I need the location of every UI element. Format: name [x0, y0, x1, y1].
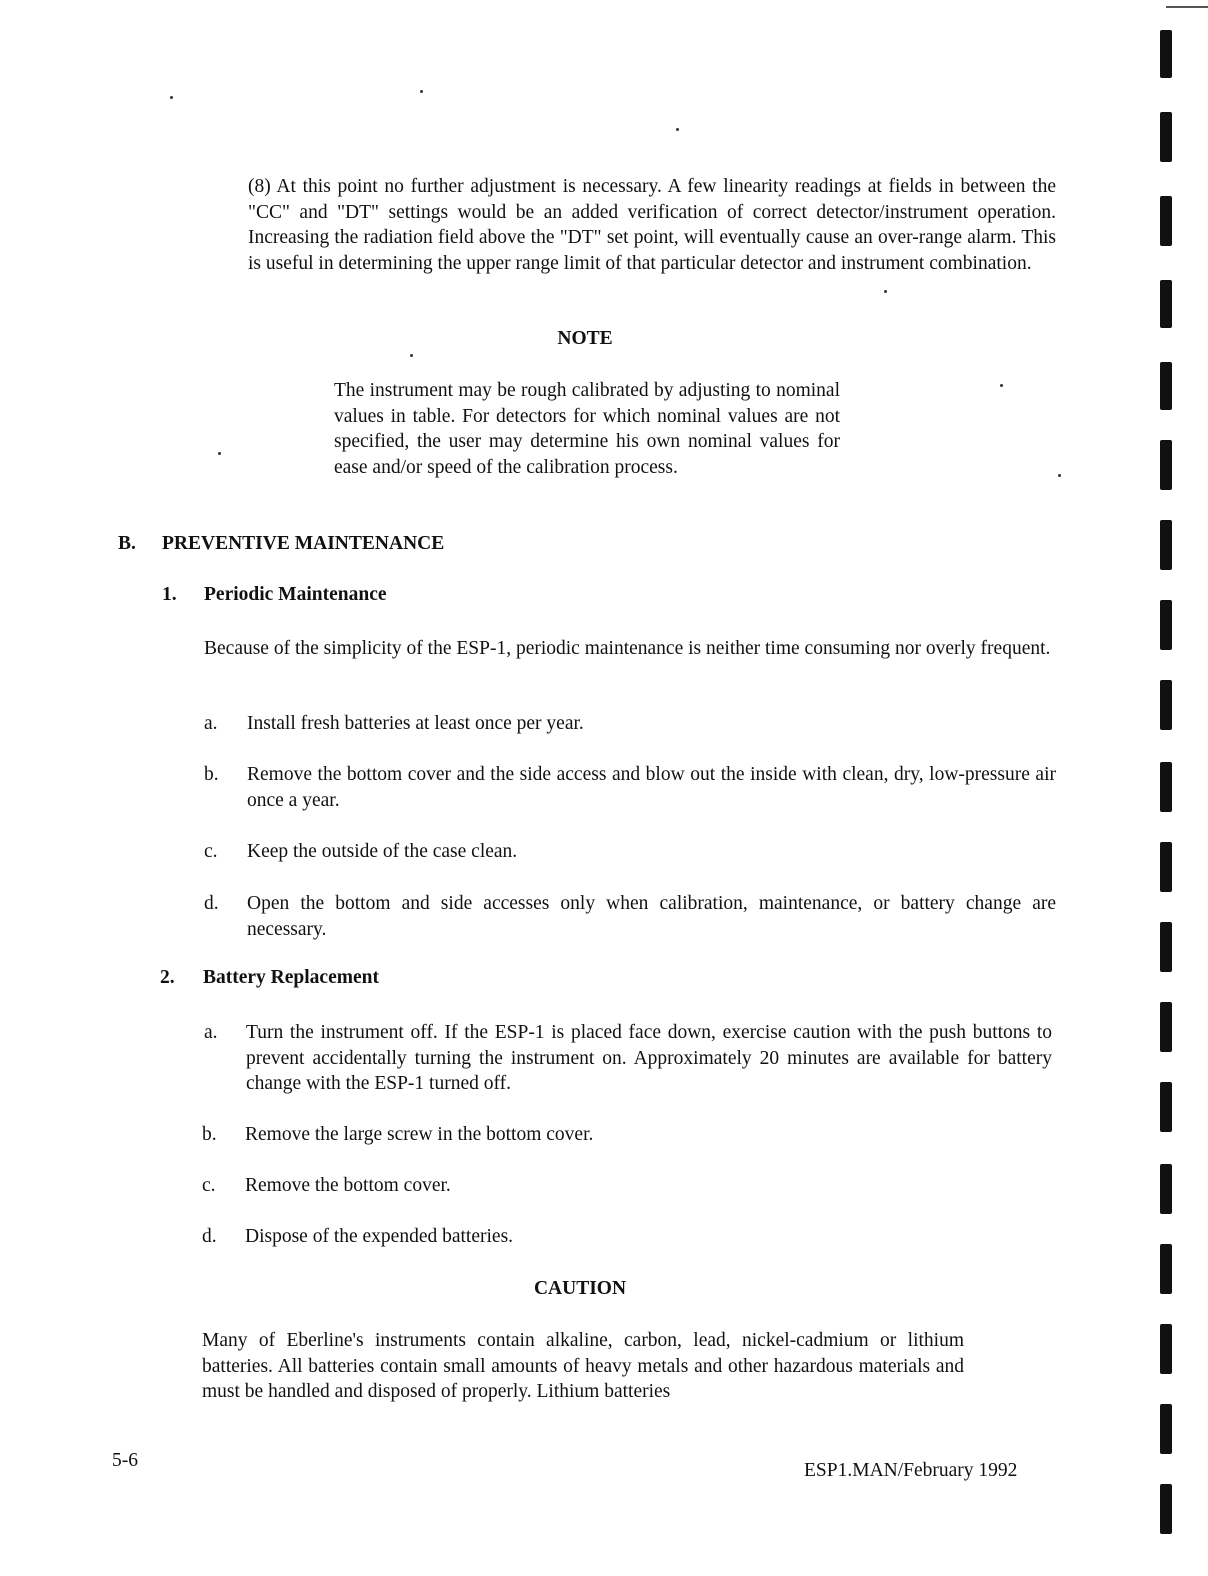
battery-replacement-title: Battery Replacement — [203, 967, 379, 988]
periodic-maintenance-number: 1. — [162, 584, 177, 605]
list-item-letter: d. — [202, 1226, 217, 1247]
caution-heading: CAUTION — [533, 1278, 627, 1299]
binder-mark — [1160, 1404, 1172, 1454]
list-item-letter: c. — [204, 841, 218, 862]
page-number: 5-6 — [112, 1450, 138, 1471]
binder-mark — [1160, 280, 1172, 328]
section-b-title: PREVENTIVE MAINTENANCE — [162, 533, 445, 554]
binder-mark — [1160, 196, 1172, 246]
scan-speck — [420, 90, 423, 93]
binder-mark — [1160, 842, 1172, 892]
scan-speck — [1058, 474, 1061, 477]
scan-speck — [218, 452, 221, 455]
document-id: ESP1.MAN/February 1992 — [804, 1460, 1018, 1481]
step-8-paragraph: (8) At this point no further adjustment is necessary. A few linearity readings at fields in between the "CC" and "DT" settings would be an added verification of correct detector/instrument operation. Increasing the radiation field above the "DT" set point, will eventually cause an over-range alarm. This is useful in determining the upper range limit of that particular detector and instrument combination. — [248, 176, 1056, 274]
list-item-text: Dispose of the expended batteries. — [245, 1226, 514, 1247]
binder-mark — [1160, 1164, 1172, 1214]
scan-speck — [884, 290, 887, 293]
binder-mark — [1160, 1324, 1172, 1374]
binder-mark — [1160, 762, 1172, 812]
scan-speck — [170, 96, 173, 99]
binder-mark — [1160, 922, 1172, 972]
list-item-text: Turn the instrument off. If the ESP-1 is placed face down, exercise caution with the push buttons to prevent accidentally turning the instrument on. Approximately 20 minutes are available for battery change with the ESP-1 turned off. — [246, 1022, 1052, 1094]
binder-mark — [1160, 30, 1172, 78]
list-item-text: Remove the large screw in the bottom cover. — [245, 1124, 594, 1145]
battery-replacement-number: 2. — [160, 967, 175, 988]
list-item-letter: a. — [204, 1022, 218, 1043]
list-item-text: Remove the bottom cover and the side access and blow out the inside with clean, dry, low-pressure air once a year. — [247, 764, 1056, 811]
binder-mark — [1160, 1484, 1172, 1534]
list-item-text: Remove the bottom cover. — [245, 1175, 451, 1196]
list-item-text: Open the bottom and side accesses only when calibration, maintenance, or battery change are necessary. — [247, 893, 1056, 940]
list-item — [204, 839, 1056, 865]
list-item-letter: b. — [202, 1124, 217, 1145]
list-item — [204, 762, 1056, 814]
list-item — [204, 1020, 1052, 1098]
list-item — [202, 1173, 1052, 1199]
binder-mark — [1160, 1244, 1172, 1294]
periodic-maintenance-intro: Because of the simplicity of the ESP-1, periodic maintenance is neither time consuming nor overly frequent. — [204, 638, 1051, 659]
section-b-label: B. — [118, 533, 136, 554]
scan-edge-rule — [1166, 6, 1208, 8]
list-item-letter: d. — [204, 893, 219, 914]
caution-text: Many of Eberline's instruments contain alkaline, carbon, lead, nickel-cadmium or lithium batteries. All batteries contain small amounts of heavy metals and other hazardous materials and must be handled and disposed of properly. Lithium batteries — [202, 1330, 964, 1402]
binder-mark — [1160, 680, 1172, 730]
scan-speck — [676, 128, 679, 131]
list-item — [204, 891, 1056, 943]
scan-speck — [1000, 384, 1003, 387]
list-item-letter: c. — [202, 1175, 216, 1196]
binder-mark — [1160, 440, 1172, 490]
binder-mark — [1160, 112, 1172, 162]
list-item — [204, 711, 1056, 737]
binder-mark — [1160, 362, 1172, 410]
list-item-text: Install fresh batteries at least once per year. — [247, 713, 584, 734]
binder-mark — [1160, 600, 1172, 650]
scan-speck — [410, 354, 413, 357]
list-item — [202, 1122, 1052, 1148]
binder-mark — [1160, 1082, 1172, 1132]
list-item-letter: a. — [204, 713, 218, 734]
list-item-letter: b. — [204, 764, 219, 785]
list-item-text: Keep the outside of the case clean. — [247, 841, 518, 862]
note-heading: NOTE — [557, 328, 613, 349]
periodic-maintenance-title: Periodic Maintenance — [204, 584, 387, 605]
note-text: The instrument may be rough calibrated by adjusting to nominal values in table. For detectors for which nominal values are not specified, the user may determine his own nominal values for ease and/or speed of the calibration process. — [334, 380, 840, 478]
list-item — [202, 1224, 1052, 1250]
binder-mark — [1160, 520, 1172, 570]
binder-mark — [1160, 1002, 1172, 1052]
